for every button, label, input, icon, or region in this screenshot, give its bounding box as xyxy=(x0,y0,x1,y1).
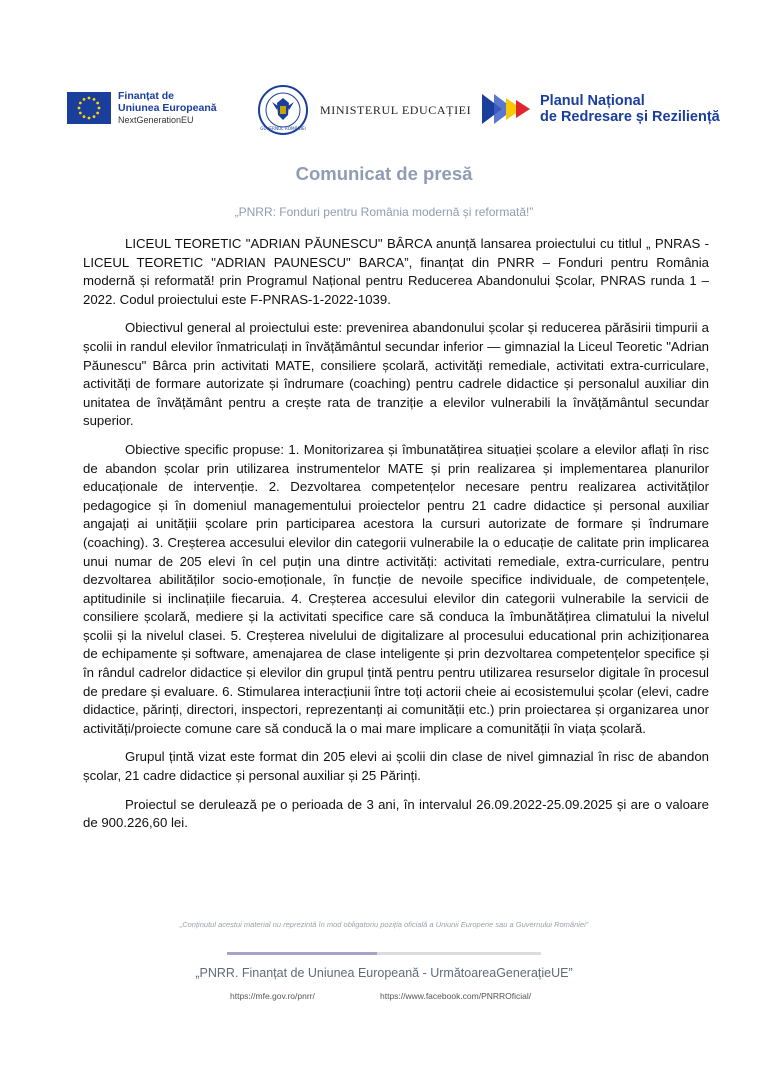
eu-star xyxy=(88,117,91,120)
header-logos xyxy=(0,82,768,142)
footer-tagline: „PNRR. Finanțat de Uniunea Europeană - UrmătoareaGenerațieUE” xyxy=(195,966,573,980)
eu-star xyxy=(88,97,91,100)
eu-logo-line3: NextGenerationEU xyxy=(118,115,194,125)
paragraph-intro: LICEUL TEORETIC "ADRIAN PĂUNESCU" BÂRCA anunță lansarea proiectului cu titlul „ PNRAS - LICEUL TEORETIC "ADRIAN PAUNESCU" BARCA”, finanțat din PNRR – Fonduri pentru România modernă și reformată! prin Programul Național pentru Reducerea Abandonului Școlar, PNRAS runda 1 – 2022. Codul proiectului este F-PNRAS-1-2022-1039. xyxy=(83,236,709,307)
ministry-logo xyxy=(258,82,471,138)
ministry-name: MINISTERUL EDUCAȚIEI xyxy=(320,102,472,117)
eu-funding-logo xyxy=(67,90,217,126)
eu-star xyxy=(93,115,96,118)
eu-logo-line2: Uniunea Europeană xyxy=(118,102,217,114)
facebook-pnrr-link[interactable]: https://www.facebook.com/PNRROficial/ xyxy=(380,991,532,1001)
pnrr-logo xyxy=(480,92,720,126)
pnrr-logo-line2: de Redresare și Reziliență xyxy=(540,109,720,125)
emblem-text: GUVERNUL ROMÂNIEI xyxy=(260,126,306,131)
eu-star xyxy=(83,115,86,118)
eu-flag-icon xyxy=(67,92,111,124)
eu-star xyxy=(98,107,101,110)
eu-star xyxy=(96,112,99,115)
footer-disclaimer: „Conținutul acestui material nu reprezintă în mod obligatoriu poziția oficială a Uniunii Europene sau a Guvernului României” xyxy=(179,920,589,929)
paragraph-general-objective: Obiectivul general al proiectului este: prevenirea abandonului școlar și reducerea părăsirii timpurii a școlii in randul elevilor înmatriculați in învățământul secundar inferior — gimnazial la Liceul Teoretic "Adrian Păunescu" Bârca prin activitati MATE, consiliere școlară, activități remediale, activitati extra-curriculare, activități de formare autorizate și îndrumare (coaching) pentru cadrele didactice și personalul auxiliar din unitatea de învățământ pentru a crește rata de tranziție a elevilor vulnerabili la învățământul secundar superior. xyxy=(83,320,709,429)
pnrr-triangles-icon xyxy=(480,92,536,126)
romania-coat-of-arms-icon xyxy=(258,82,308,138)
paragraph-specific-objectives: Obiective specific propuse: 1. Monitorizarea și îmbunatățirea situației școlare a elevilor aflați în risc de abandon școlar prin utilizarea instrumentelor MATE și prin realizarea și implementarea planurilor educaționale de intervenție. 2. Dezvoltarea competențelor necesare pentru realizarea activităților pedagogice și în domeniul managementului proiectelor pentru 21 cadre didactice și personal auxiliar angajați ai unitățiii școlare prin participarea acestora la cursuri autorizate de formare și îndrumare (coaching). 3. Creșterea accesului elevilor din categorii vulnerabile la o educație de calitate prin implicarea unui numar de 205 elevi în cel puțin una dintre activități: activitati remediale, extra-curriculare, pentru dezvoltarea abilităților socio-emoționale, în funcție de nevoile specifice individuale, de competențele, aptitudinile si inclinațiile fiecaruia. 4. Creșterea accesului elevilor din categorii vulnerabile la servicii de consiliere școlară, mediere și la activitati specifice care să conduca la îmbunătățirea climatului la nivelul școlii și la nivelul clasei. 5. Creșterea nivelului de digitalizare al procesului educational prin achiziționarea de echipamente și software, amenajarea de clase inteligente și prin dezvoltarea competențelor specifice și în rândul cadrelor didactice și elevilor din grupul țintă pentru pentru utilizarea resurselor digitale în procesul de predare și evaluare. 6. Stimularea interacțiunii între toți actorii cheie ai ecosistemului școlar (elevi, cadre didactice, părinți, directori, inspectori, reprezentanți ai comunității etc.) prin proiectarea și organizarea unor activități/proiecte comune care să conducă la o mai mare implicare a comunității în viața școlară. xyxy=(83,441,709,736)
mfe-pnrr-link[interactable]: https://mfe.gov.ro/pnrr/ xyxy=(230,991,315,1001)
eu-star xyxy=(83,98,86,101)
eu-star xyxy=(96,102,99,105)
paragraph-duration-value: Proiectul se derulează pe o perioada de 3 ani, în intervalul 26.09.2022-25.09.2025 și are o valoare de 900.226,60 lei. xyxy=(83,796,709,831)
page-title: Comunicat de presă xyxy=(295,163,473,184)
pnrr-logo-line1: Planul Național xyxy=(540,93,645,109)
eu-star xyxy=(78,107,81,110)
press-release-body xyxy=(83,235,709,843)
paragraph-target-group: Grupul țintă vizat este format din 205 elevi ai școlii din clase de nivel gimnazial în risc de abandon școlar, 21 cadre didactice și personal auxiliar și 25 Părinți. xyxy=(83,749,709,784)
eu-logo-line1: Finanțat de xyxy=(118,90,175,102)
eu-star xyxy=(79,102,82,105)
eu-star xyxy=(93,98,96,101)
page-subtitle: „PNRR: Fonduri pentru România modernă și reformată!” xyxy=(234,205,534,219)
footer-separator xyxy=(227,952,541,955)
eu-star xyxy=(79,112,82,115)
